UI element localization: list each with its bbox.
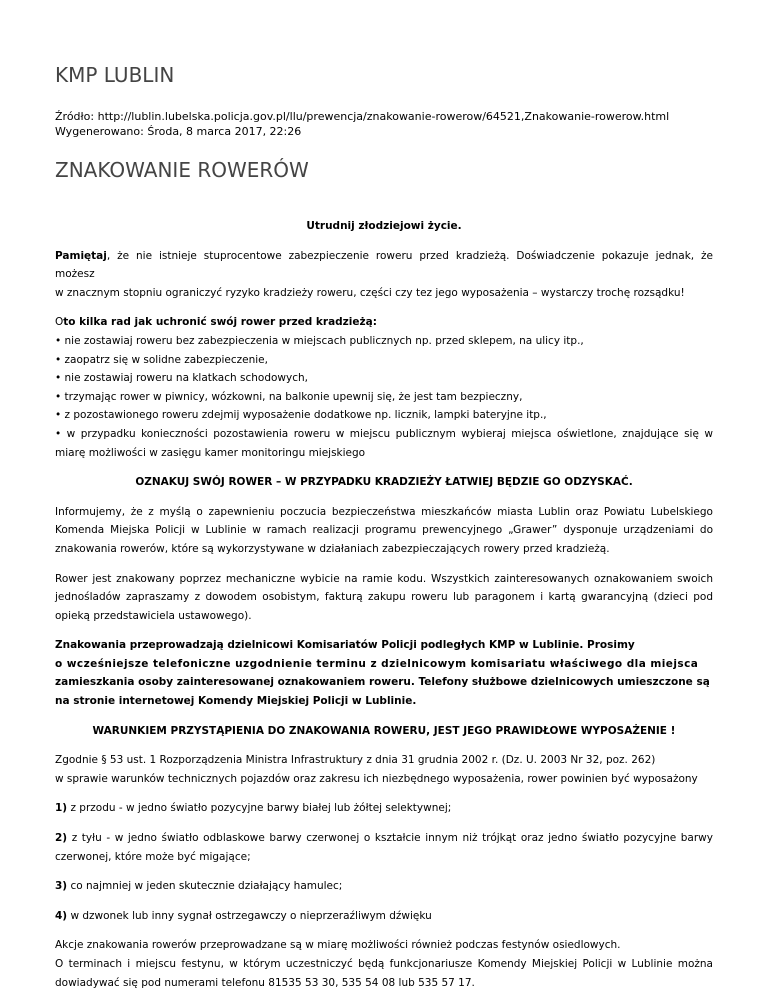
p1-line1: , że nie istnieje stuprocentowe zabezpieczenie roweru przed kradzieżą. Doświadczenie pokazuje jednak, że możesz [55,249,713,281]
tip-item: • trzymając rower w piwnicy, wózkowni, na balkonie upewnij się, że jest tam bezpieczny, [55,390,523,403]
tips-list [55,332,713,462]
tip-item: • nie zostawiaj roweru na klatkach schodowych, [55,372,308,385]
pamietaj-bold: Pamiętaj [55,249,107,262]
req3-text: co najmniej w jeden skutecznie działający hamulec; [67,880,343,893]
tips-first-letter: O [55,316,64,329]
heading-utrudnij: Utrudnij złodziejowi życie. [306,220,462,232]
p4-line1: Znakowania przeprowadzają dzielnicowi Komisariatów Policji podległych KMP w Lublinie. Prosimy [55,639,635,652]
p4-line4: na stronie internetowej Komendy Miejskiej Policji w Lublinie. [55,695,417,708]
p4-line2: o wcześniejsze telefoniczne uzgodnienie terminu z dzielnicowym komisariatu właściwego dla miejsca [55,657,699,670]
p4-line3: zamieszkania osoby zainteresowanej oznakowaniem roweru. Telefony służbowe dzielnicowych umieszczone są [55,676,710,689]
p6-line1: Akcje znakowania rowerów przeprowadzane są w miarę możliwości również podczas festynów osiedlowych. [55,939,621,952]
paragraph-pamietaj [55,247,713,303]
document-meta [55,109,713,139]
req2-text: z tyłu - w jedno światło odblaskowe barwy czerwonej o kształcie innym niż trójkąt oraz jedno światło pozycyjne barwy czerwonej, które może być migające; [55,832,713,863]
source-url[interactable]: http://lublin.lubelska.policja.gov.pl/llu/prewencja/znakowanie-rowerow/64521,Znakowanie-rowerow.html [97,110,670,123]
req1-num: 1) [55,802,68,815]
tip-item: • z pozostawionego roweru zdejmij wyposażenie dodatkowe np. licznik, lampki bateryjne itp., [55,409,547,422]
paragraph-rower-znakowany: Rower jest znakowany poprzez mechaniczne wybicie na ramie kodu. Wszystkich zainteresowanych oznakowaniem swoich jednośladów zapraszamy z dowodem osobistym, fakturą zakupu roweru lub paragonem i kartą gwarancyjną (dzieci pod opieką przedstawiciela ustawowego). [55,572,713,622]
paragraph-akcje [55,936,713,992]
heading-oznakuj: OZNAKUJ SWÓJ ROWER – W PRZYPADKU KRADZIEŻY ŁATWIEJ BĘDZIE GO ODZYSKAĆ. [135,476,633,489]
p6-line2: O terminach i miejscu festynu, w którym uczestniczyć będą funkcjonariusze Komendy Miejskiej Policji w Lublinie można dowiadywać się pod numerami telefonu 81535 53 30, 535 54 08 lub 535 57 17. [55,958,713,989]
req4-text: w dzwonek lub inny sygnał ostrzegawczy o nieprzeraźliwym dźwięku [67,909,432,922]
p1-line2: w znacznym stopniu ograniczyć ryzyko kradzieży roweru, części czy tez jego wyposażenia – wystarczy trochę rozsądku! [55,286,685,299]
document-page [55,62,713,992]
source-label: Źródło: [55,110,95,123]
requirement-1 [55,799,713,818]
req1-text: z przodu - w jedno światło pozycyjne barwy białej lub żółtej selektywnej; [67,802,452,815]
tip-item: • w przypadku konieczności pozostawienia roweru w miejscu publicznym wybieraj miejsca oświetlone, znajdujące się w miarę możliwości w zasięgu kamer monitoringu miejskiego [55,427,713,459]
source-line [55,109,713,124]
req3-num: 3) [55,880,68,893]
generated-label: Wygenerowano: [55,125,144,138]
requirement-2 [55,829,713,866]
paragraph-informujemy: Informujemy, że z myślą o zapewnieniu poczucia bezpieczeństwa mieszkańców miasta Lublin oraz Powiatu Lubelskiego Komenda Miejska Policji w Lublinie w ramach realizacji programu prewencyjnego „Grawer” dysponuje urządzeniami do znakowania rowerów, które są wykorzystywane w działaniach zabezpieczających rowery przed kradzieżą. [55,505,713,555]
p5-line2: w sprawie warunków technicznych pojazdów oraz zakresu ich niezbędnego wyposażenia, rower powinien być wyposażony [55,772,698,785]
p5-line1: Zgodnie § 53 ust. 1 Rozporządzenia Ministra Infrastruktury z dnia 31 grudnia 2002 r. (Dz. U. 2003 Nr 32, poz. 262) [55,754,656,767]
tips-heading [55,313,713,332]
article-title: ZNAKOWANIE ROWERÓW [55,158,309,182]
requirement-3 [55,877,713,896]
generated-line [55,124,713,139]
req4-num: 4) [55,909,68,922]
generated-value: Środa, 8 marca 2017, 22:26 [147,125,302,138]
article-content [55,217,713,992]
paragraph-zgodnie [55,751,713,788]
tips-heading-text: to kilka rad jak uchronić swój rower przed kradzieżą: [63,316,377,329]
site-title: KMP LUBLIN [55,63,175,87]
tip-item: • zaopatrz się w solidne zabezpieczenie, [55,353,268,366]
tip-item: • nie zostawiaj roweru bez zabezpieczenia w miejscach publicznych np. przed sklepem, na ulicy itp., [55,334,584,347]
req2-num: 2) [55,832,68,845]
paragraph-znakowania [55,636,713,710]
heading-warunkiem: WARUNKIEM PRZYSTĄPIENIA DO ZNAKOWANIA ROWERU, JEST JEGO PRAWIDŁOWE WYPOSAŻENIE ! [92,724,676,737]
requirement-4 [55,907,713,926]
